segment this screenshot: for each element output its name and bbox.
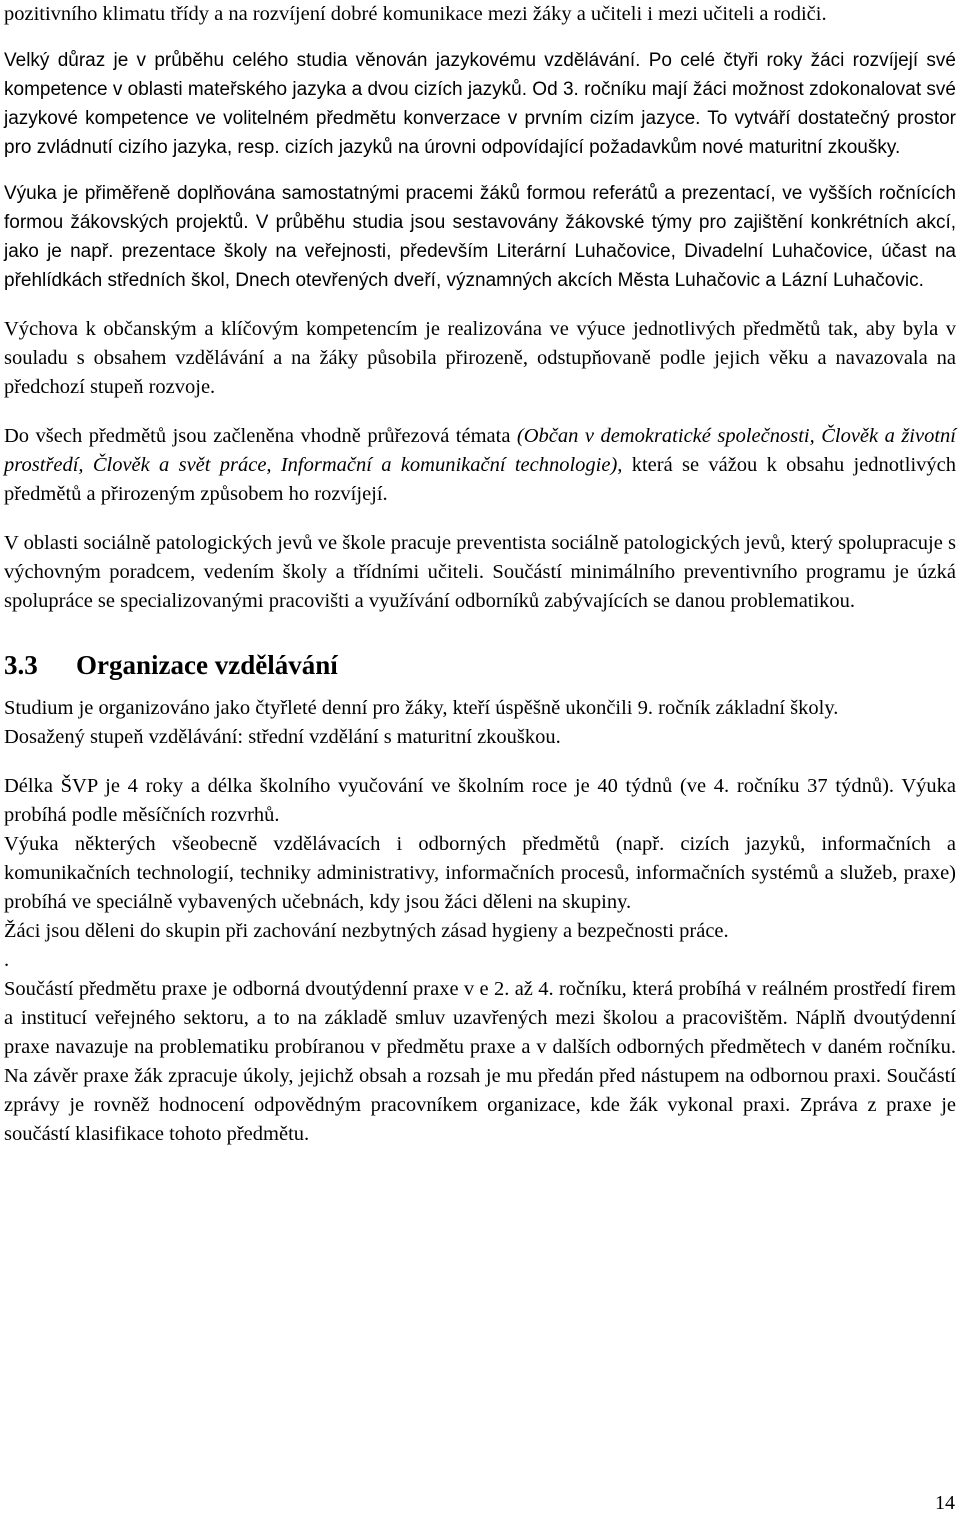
- paragraph-education-level: Dosažený stupeň vzdělávání: střední vzdělání s maturitní zkouškou.: [4, 726, 561, 748]
- section-heading: [4, 648, 956, 682]
- paragraph-civic-competences: Výchova k občanským a klíčovým kompetencím je realizována ve výuce jednotlivých předmětů tak, aby byla v souladu s obsahem vzdělávání a na žáky působila přirozeně, odstupňovaně podle jejich věku a navazovala na předchozí stupeň rozvoje.: [4, 318, 956, 398]
- cross-curricular-themes-list: (Občan v demokratické společnosti, Člověk a životní prostředí, Člověk a svět práce, Informační a komunikační technologie),: [4, 425, 956, 476]
- paragraph-language-education: Velký důraz je v průběhu celého studia věnován jazykovému vzdělávání. Po celé čtyři roky žáci rozvíjejí své kompetence v oblasti mateřského jazyka a dvou cizích jazyků. Od 3. ročníku mají žáci možnost zdokonalovat své jazykové kompetence ve volitelném předmětu konverzace v prvním cizím jazyce. To vytváří dostatečný prostor pro zvládnutí cizího jazyka, resp. cizích jazyků na úrovni odpovídající požadavkům nové maturitní zkoušky.: [4, 50, 956, 158]
- paragraph-dot: .: [4, 949, 10, 971]
- document-page: [4, 0, 956, 1149]
- paragraph-groups: Žáci jsou děleni do skupin při zachování nezbytných zásad hygieny a bezpečnosti práce.: [4, 920, 729, 942]
- page-number: 14: [935, 1492, 955, 1514]
- paragraph-specialized-classrooms: Výuka některých všeobecně vzdělávacích i odborných předmětů (např. cizích jazyků, informačních a komunikačních technologií, techniky administrativy, informačních procesů, informačních systémů a služeb, praxe) probíhá ve speciálně vybavených učebnách, kdy jsou žáci děleni na skupiny.: [4, 833, 956, 913]
- paragraph-cross-curricular-themes: [4, 422, 956, 509]
- paragraph-practice: Součástí předmětu praxe je odborná dvoutýdenní praxe v e 2. až 4. ročníku, která probíhá v reálném prostředí firem a institucí veřejného sektoru, a to na základě smluv uzavřených mezi školou a pracovištěm. Náplň dvoutýdenní praxe navazuje na problematiku probíranou v předmětu praxe a v dalších odborných předmětech v daném ročníku. Na závěr praxe žák zpracuje úkoly, jejichž obsah a rozsah je mu předán před nástupem na odbornou praxi. Součástí zprávy je rovněž hodnocení odpovědným pracovníkem organizace, kde žák vykonal praxi. Zpráva z praxe je součástí klasifikace tohoto předmětu.: [4, 978, 956, 1145]
- section-title: Organizace vzdělávání: [76, 650, 338, 680]
- paragraph-student-projects: Výuka je přiměřeně doplňována samostatnými pracemi žáků formou referátů a prezentací, ve vyšších ročnících formou žákovských projektů. V průběhu studia jsou sestavovány žákovské týmy pro zajištění konkrétních akcí, jako je např. prezentace školy na veřejnosti, především Literární Luhačovice, Divadelní Luhačovice, účast na přehlídkách středních škol, Dnech otevřených dveří, významných akcích Města Luhačovic a Lázní Luhačovic.: [4, 183, 956, 291]
- section-number: 3.3: [4, 650, 38, 680]
- paragraph-svp-length: Délka ŠVP je 4 roky a délka školního vyučování ve školním roce je 40 týdnů (ve 4. ročníku 37 týdnů). Výuka probíhá podle měsíčních rozvrhů.: [4, 775, 956, 826]
- paragraph-study-organization: Studium je organizováno jako čtyřleté denní pro žáky, kteří úspěšně ukončili 9. ročník základní školy.: [4, 697, 839, 719]
- paragraph-classroom-climate: pozitivního klimatu třídy a na rozvíjení dobré komunikace mezi žáky a učiteli i mezi učiteli a rodiči.: [4, 3, 827, 25]
- cross-curricular-intro: Do všech předmětů jsou začleněna vhodně průřezová témata: [4, 425, 517, 447]
- cross-curricular-outro: která se vážou k obsahu jednotlivých předmětů a přirozeným způsobem ho rozvíjejí.: [4, 454, 956, 505]
- paragraph-prevention: V oblasti sociálně patologických jevů ve škole pracuje preventista sociálně patologických jevů, který spolupracuje s výchovným poradcem, vedením školy a třídními učiteli. Součástí minimálního preventivního programu je úzká spolupráce se specializovanými pracovišti a využívání odborníků zabývajících se danou problematikou.: [4, 532, 956, 612]
